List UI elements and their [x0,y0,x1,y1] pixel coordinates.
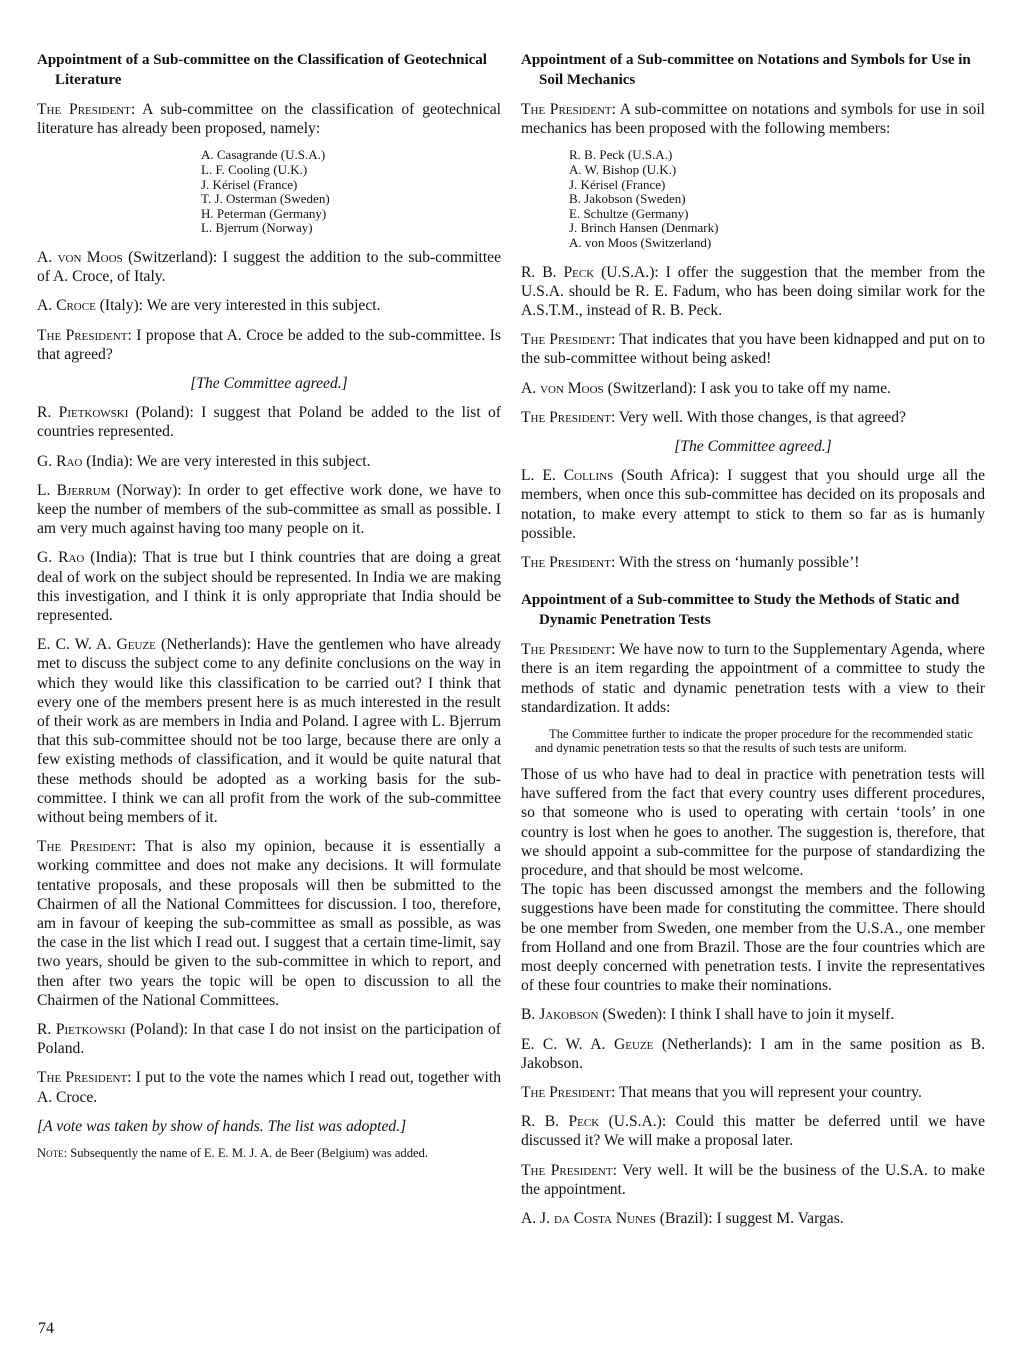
paragraph [521,553,985,572]
paragraph [37,248,501,286]
speaker-name: The President [37,1069,128,1087]
member-name: E. Schultze (Germany) [569,205,689,221]
committee-agreed-note: [The Committee agreed.] [674,437,832,455]
paragraph [37,296,501,315]
member-name: A. von Moos (Switzerland) [569,234,712,250]
member-name: J. Kérisel (France) [201,176,298,192]
speech-text: (Poland): I suggest that Poland be added to the list of countries represented. [37,404,501,441]
speaker-name: Rao [56,452,83,470]
member-name: J. Kérisel (France) [569,176,666,192]
paragraph [37,1020,501,1058]
speech-text: (Switzerland): I suggest the addition to the sub-committee of A. Croce, of Italy. [37,248,502,286]
speaker-name: The President [521,641,612,659]
speech-text: (U.S.A.): Could this matter be deferred until we have discussed it? We will make a proposal later. [521,1113,985,1150]
speaker-name: Bjerrum [56,481,111,499]
paragraph [37,548,501,625]
speaker-name: da Costa Nunes [553,1210,656,1228]
speech-text: (U.S.A.): I offer the suggestion that the member from the U.S.A. should be R. E. Fadum, who has been doing similar work for the A.S.T.M., instead of R. B. Peck. [521,263,985,319]
member-name: T. J. Osterman (Sweden) [201,191,330,207]
speaker-name: Pietkowski [55,1021,126,1039]
speaker-initials: B. [521,1006,540,1024]
speech-text: : A sub-committee on the classification of geotechnical literature has already been proposed, namely: [37,101,501,138]
speaker-name: The President [521,1161,613,1179]
speaker-name: The President [521,331,612,349]
speaker-name: The President [521,554,611,571]
member-list [521,148,985,250]
committee-agreed-note: [The Committee agreed.] [190,374,348,392]
speaker-initials: R. B. [521,1113,569,1131]
paragraph [521,1005,985,1024]
speech-text: (South Africa): I suggest that you should urge all the members, when once this sub-committee has decided on its proposals and notation, to make every attempt to stick to them so far as is humanly possible. [521,467,985,542]
speech-text: : I put to the vote the names which I read out, together with A. Croce. [37,1069,501,1106]
paragraph [37,100,501,138]
member-name: A. Casagrande (U.S.A.) [201,147,326,163]
speaker-initials: L. E. [521,467,564,485]
speech-text: : With the stress on ‘humanly possible’! [610,554,860,571]
footnote-label: Note [37,1146,64,1161]
paragraph [521,263,985,321]
speech-text: : Very well. It will be the business of the U.S.A. to make the appointment. [521,1161,985,1198]
speaker-name: von Moos [540,379,604,397]
paragraph [521,330,985,368]
speech-text: (Netherlands): Have the gentlemen who have already met to discuss the subject come to any definite conclusions on the way in which they would like this classification to be carried out? I think that every one of the members present here is as much interested in the result of their work as are members in India and Poland. I agree with L. Bjerrum that this sub-committee should not be too large, because there are only a few existing methods of classification, and it would be quite natural that these methods should be adopted as a working basis for the sub-committee. I think we can all profit from the work of the sub-committee without being members of it. [37,636,501,827]
speech-text: (Sweden): I think I shall have to join it myself. [598,1006,895,1024]
section-heading-notations: Appointment of a Sub-committee on Notations and Symbols for Use in Soil Mechanics [521,52,971,88]
speaker-initials: A. J. [521,1210,554,1228]
speech-text: (Norway): In order to get effective work done, we have to keep the number of members of the sub-committee as small as possible. I am very much against having too many people on it. [37,481,501,538]
page-number: 74 [38,1320,54,1337]
paragraph [521,1112,985,1150]
speaker-name: The President [521,408,611,426]
paragraph [521,379,985,398]
agenda-quote: The Committee further to indicate the proper procedure for the recommended static and dynamic penetration tests so that the results of such tests are uniform. [535,727,973,756]
speech-text: (Netherlands): I am in the same position as B. Jakobson. [521,1035,985,1072]
speaker-initials: G. [37,549,59,567]
section-heading-penetration-tests: Appointment of a Sub-committee to Study the Methods of Static and Dynamic Penetration Tests [521,592,960,629]
speech-text: : I propose that A. Croce be added to the sub-committee. Is that agreed? [37,326,501,363]
speaker-name: The President [37,838,132,856]
speaker-name: Jakobson [539,1006,599,1024]
member-list [37,148,501,236]
speech-text: : That is also my opinion, because it is essentially a working committee and does not make any decisions. It will formulate tentative proposals, and these proposals will then be submitted to the Chairmen of all the National Committees for discussion. I too, therefore, am in favour of keeping the sub-committee as small as possible, as was the case in the list which I read out. I suggest that a certain time-limit, say two years, should be given to the sub-committee in which to report, and then after two years the topic will be open to discussion to all the Chairmen of the National Committees. [37,838,501,1009]
speaker-name: Peck [563,263,595,281]
speaker-initials: E. C. W. A. [37,636,117,654]
member-name: L. Bjerrum (Norway) [201,220,313,236]
speaker-name: Collins [563,467,614,485]
speaker-name: von Moos [57,248,123,266]
member-name: B. Jakobson (Sweden) [569,191,686,207]
footnote-text: : Subsequently the name of E. E. M. J. A. de Beer (Belgium) was added. [63,1146,429,1161]
speaker-name: Pietkowski [58,404,129,422]
speaker-initials: R. [37,404,59,422]
speech-text: (Italy): We are very interested in this subject. [95,297,381,315]
speech-text: (India): That is true but I think countries that are doing a great deal of work on the subject should be represented. In India we are making this investigation, and I think it is only appropriate that India should be represented. [37,549,501,625]
right-column [521,50,985,1238]
speaker-initials: G. [37,452,57,470]
speech-text: : Very well. With those changes, is that agreed? [610,408,906,426]
member-name: H. Peterman (Germany) [201,205,327,221]
paragraph [521,408,985,427]
section-heading-classification: Appointment of a Sub-committee on the Classification of Geotechnical Literature [37,52,487,88]
member-name: L. F. Cooling (U.K.) [201,162,308,177]
member-name: A. W. Bishop (U.K.) [569,162,677,177]
speaker-initials: A. [521,379,541,397]
paragraph [521,466,985,543]
speaker-name: The President [37,326,128,344]
speaker-initials: L. [37,481,57,499]
member-name: J. Brinch Hansen (Denmark) [569,220,719,236]
speaker-name: Rao [58,549,85,567]
paragraph [521,1161,985,1199]
speech-text: (India): We are very interested in this subject. [82,452,371,470]
paragraph [37,635,501,827]
paragraph [37,481,501,539]
speech-text: : That indicates that you have been kidnapped and put on to the sub-committee without being asked! [521,331,985,368]
speech-text: (Brazil): I suggest M. Vargas. [655,1210,844,1228]
paragraph: Those of us who have had to deal in practice with penetration tests will have suffered from the fact that every country uses different procedures, so that someone who is used to operating with certain ‘tools’ in one country is lost when he goes to another. The suggestion is, therefore, that we should appoint a sub-committee for the purpose of standardizing the procedure, and that should be most welcome. [521,766,985,880]
paragraph [521,1083,985,1102]
paragraph [37,1068,501,1106]
speaker-name: Peck [568,1113,600,1131]
footnote [37,1146,501,1160]
speech-text: : We have now to turn to the Supplementary Agenda, where there is an item regarding the appointment of a committee to study the methods of static and dynamic penetration tests with a view to their standardization. It adds: [521,641,985,716]
vote-note: [A vote was taken by show of hands. The list was adopted.] [37,1117,407,1135]
speaker-initials: A. [37,297,57,315]
speech-text: : A sub-committee on notations and symbols for use in soil mechanics has been proposed with the following members: [521,101,985,138]
paragraph [521,100,985,138]
speaker-initials: R. B. [521,263,564,281]
speaker-name: Geuze [613,1035,654,1053]
speaker-name: Croce [56,297,96,315]
paragraph [37,403,501,441]
speech-text: (Poland): In that case I do not insist on the participation of Poland. [37,1021,501,1058]
speaker-name: The President [37,101,131,118]
paragraph [521,640,985,717]
speaker-initials: A. [37,248,58,266]
paragraph [521,1209,985,1228]
speaker-name: The President [521,101,612,118]
paragraph [37,326,501,364]
member-name: R. B. Peck (U.S.A.) [569,147,673,163]
speaker-initials: E. C. W. A. [521,1035,614,1053]
speaker-initials: R. [37,1021,56,1039]
paragraph: The topic has been discussed amongst the members and the following suggestions have been made for constituting the committee. There should be one member from Sweden, one member from the U.S.A., one member from Holland and one from Brazil. Those are the four countries which are most deeply concerned with penetration tests. I invite the representatives of these four countries to make their nominations. [521,881,985,995]
speaker-name: The President [521,1084,611,1102]
speech-text: (Switzerland): I ask you to take off my name. [603,379,891,397]
paragraph [521,1035,985,1073]
left-column [37,50,501,1170]
paragraph [37,452,501,471]
paragraph [37,837,501,1010]
speaker-name: Geuze [116,636,156,654]
speech-text: : That means that you will represent your country. [610,1084,922,1102]
